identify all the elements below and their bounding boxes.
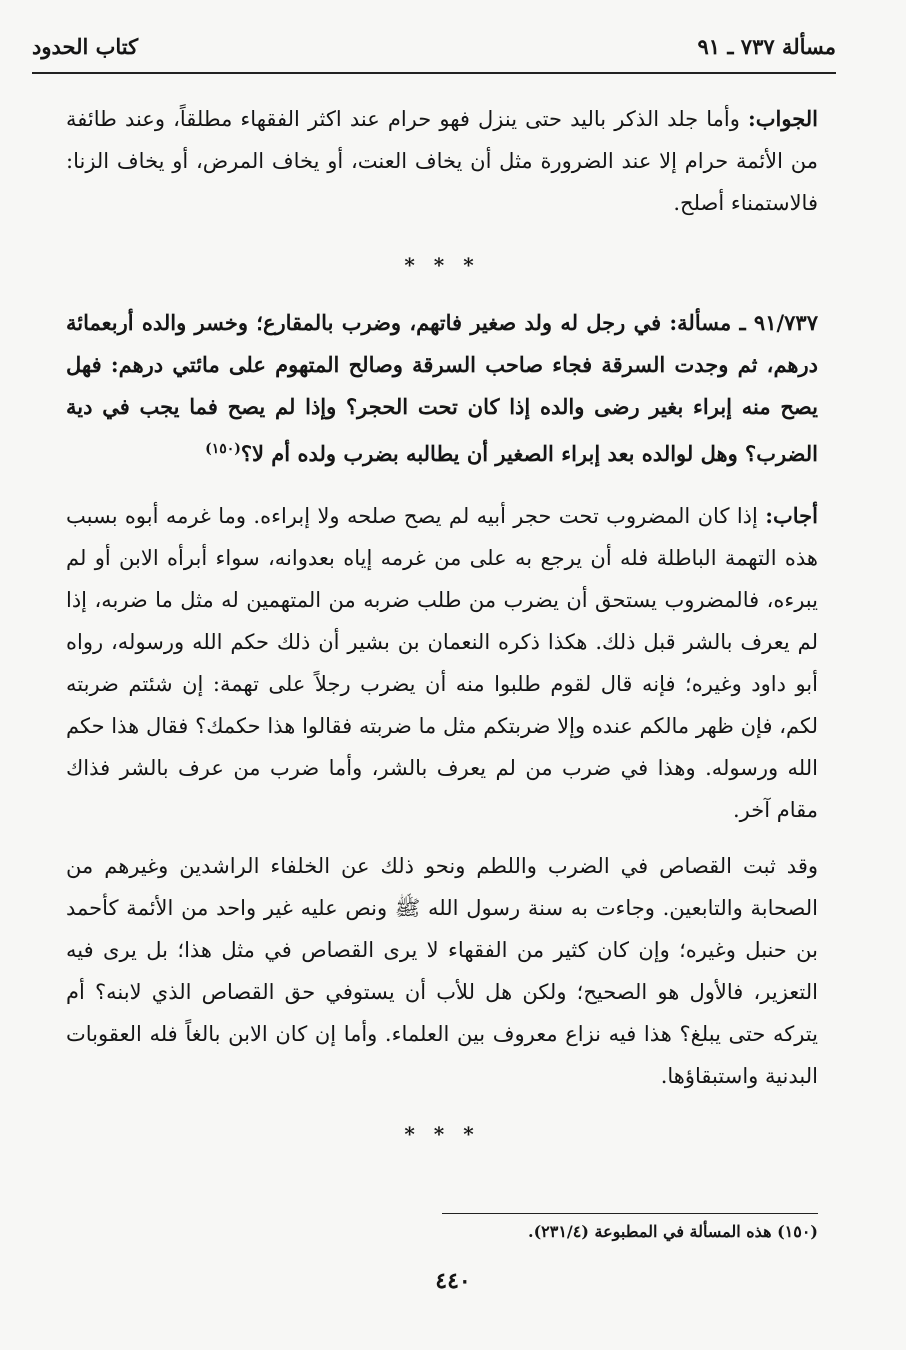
book-title: كتاب الحدود <box>32 34 139 59</box>
issue-label: مسألة ٧٣٧ ـ ٩١ <box>697 34 836 59</box>
footnote-text: (١٥٠) هذه المسألة في المطبوعة (٢٣١/٤). <box>528 1222 818 1241</box>
footnote-reference: (١٥٠) <box>205 441 241 457</box>
answer-label-2: أجاب: <box>765 503 818 528</box>
question-text: في رجل له ولد صغير فاتهم، وضرب بالمقارع؛ وخسر والده أربعمائة درهم، ثم وجدت السرقة فجاء صاحب السرقة وصالح المتهوم على مائتي درهم: فهل يصح منه إبراء بغير رضى والده إذا كان تحت الحجر؟ وإذا لم يصح فما يجب في دية الضرب؟ وهل لوالده بعد إبراء الصغير أن يطالبه بضرب ولده أم لا؟ <box>66 310 818 466</box>
answer-text-2: إذا كان المضروب تحت حجر أبيه لم يصح صلحه ولا إبراءه. وما غرمه أبوه بسبب هذه التهمة الباطلة فله أن يرجع به على من غرمه إياه بعدوانه، سواء أبرأه الابن أو لم يبرءه، فالمضروب يستحق أن يضرب من طلب ضربه من المتهمين له مثل ما ضربه، إذا لم يعرف بالشر قبل ذلك. هكذا ذكره النعمان بن بشير أن ذلك حكم الله ورسوله، رواه أبو داود وغيره؛ فإنه قال لقوم طلبوا منه أن يضرب رجلاً على تهمة: إن شئتم ضربته لكم، فإن ظهر مالكم عنده وإلا ضربتكم مثل ما ضربته فقالوا هذا حكمك؟ فقال هذا حكم الله ورسوله. وهذا في ضرب من لم يعرف بالشر، وأما ضرب من عرف بالشر فذاك مقام آخر. <box>66 504 818 822</box>
footnote-divider <box>442 1213 818 1214</box>
page-header <box>32 30 836 74</box>
answer-paragraph-3: وقد ثبت القصاص في الضرب واللطم ونحو ذلك عن الخلفاء الراشدين وغيرهم من الصحابة والتابعين. وجاءت به سنة رسول الله ﷺ ونص عليه غير واحد من الأئمة كأحمد بن حنبل وغيره؛ وإن كان كثير من الفقهاء لا يرى القصاص في مثل هذا؛ بل يرى فيه التعزير، فالأول هو الصحيح؛ ولكن هل للأب أن يستوفي حق القصاص الذي لابنه؟ أم يتركه حتى يبلغ؟ هذا فيه نزاع معروف بين العلماء. وأما إن كان الابن بالغاً فله العقوبات البدنية واستبقاؤها. <box>66 854 818 1088</box>
answer-paragraph-1 <box>66 98 818 224</box>
page-body <box>66 98 818 1171</box>
separator-stars-2: * * * <box>404 1122 480 1146</box>
answer-text: وأما جلد الذكر باليد حتى ينزل فهو حرام عند اكثر الفقهاء مطلقاً، وعند طائفة من الأئمة حرام إلا عند الضرورة مثل أن يخاف العنت، أو يخاف المرض، أو يخاف الزنا: فالاستمناء أصلح. <box>66 107 818 215</box>
answer-paragraph-2 <box>66 495 818 831</box>
question-number: ٩١/٧٣٧ ـ مسألة: <box>669 310 818 335</box>
separator-stars: * * * <box>404 253 480 277</box>
answer-label: الجواب: <box>748 106 818 131</box>
page-number: ٤٤٠ <box>435 1268 471 1294</box>
question-paragraph <box>66 302 818 475</box>
